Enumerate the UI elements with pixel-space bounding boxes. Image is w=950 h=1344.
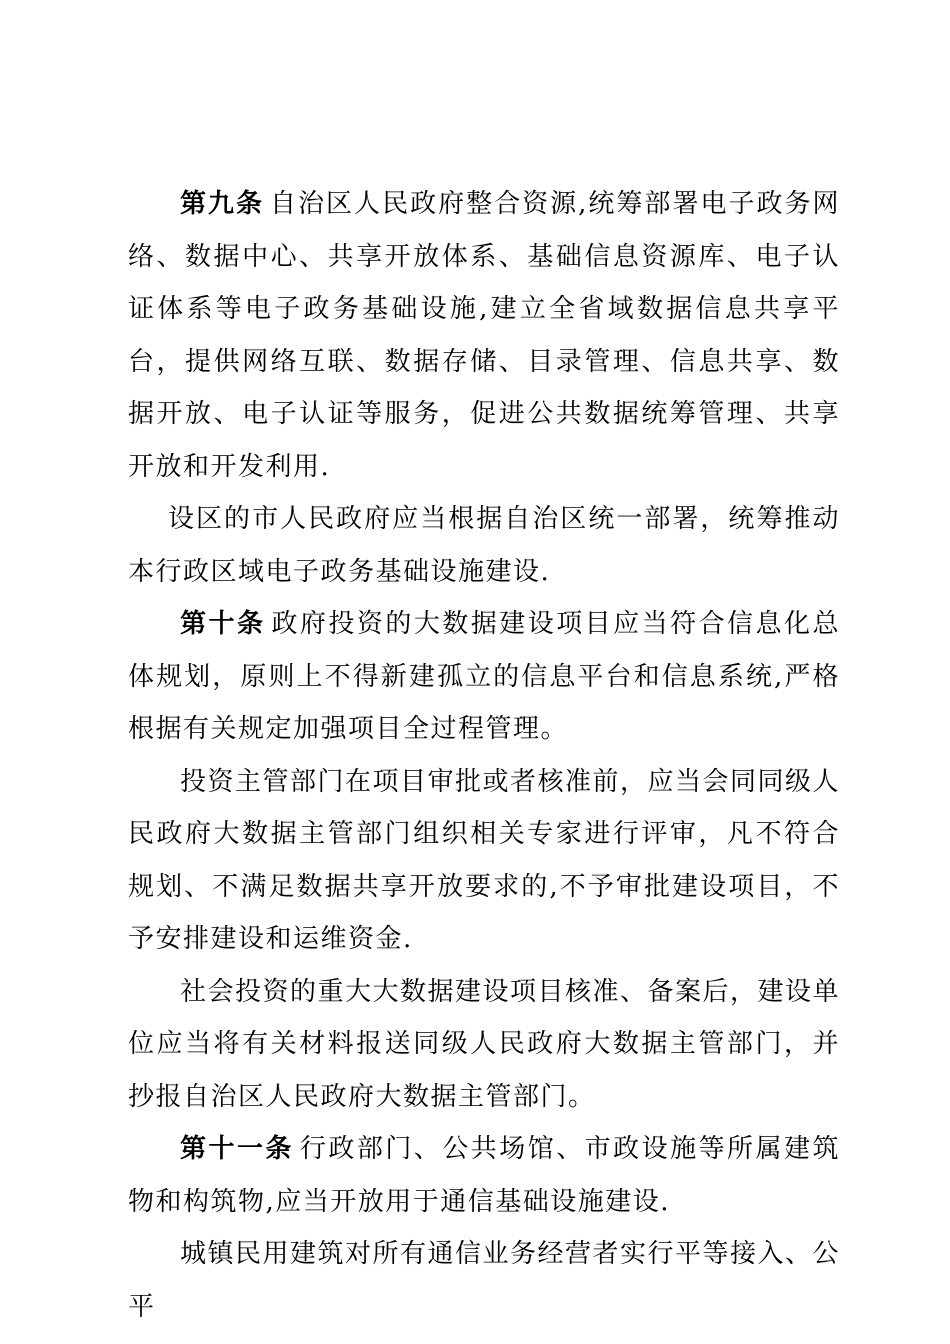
paragraph-article-10-clause-2 — [128, 756, 840, 966]
document-page — [128, 178, 840, 1333]
paragraph-text: 设区的市人民政府应当根据自治区统一部署，统筹推动本行政区域电子政务基础设施建设. — [128, 504, 840, 587]
article-number: 第九条 — [180, 189, 265, 219]
paragraph-text: 行政部门、公共场馆、市政设施等所属建筑物和构筑物,应当开放用于通信基础设施建设. — [128, 1134, 840, 1217]
paragraph-article-11 — [128, 1123, 840, 1228]
paragraph-article-9-clause-2 — [128, 493, 840, 598]
paragraph-text: 政府投资的大数据建设项目应当符合信息化总体规划，原则上不得新建孤立的信息平台和信息系统,严格根据有关规定加强项目全过程管理。 — [128, 609, 840, 744]
paragraph-article-11-clause-2 — [128, 1228, 840, 1333]
paragraph-article-10 — [128, 598, 840, 756]
article-number: 第十条 — [180, 609, 266, 639]
paragraph-text: 投资主管部门在项目审批或者核准前，应当会同同级人民政府大数据主管部门组织相关专家进行评审，凡不符合规划、不满足数据共享开放要求的,不予审批建设项目，不予安排建设和运维资金. — [128, 766, 841, 954]
paragraph-text: 社会投资的重大大数据建设项目核准、备案后，建设单位应当将有关材料报送同级人民政府大数据主管部门，并抄报自治区人民政府大数据主管部门。 — [128, 976, 841, 1112]
paragraph-text: 城镇民用建筑对所有通信业务经营者实行平等接入、公平 — [128, 1239, 841, 1322]
paragraph-article-10-clause-3 — [128, 966, 840, 1124]
paragraph-text: 自治区人民政府整合资源,统筹部署电子政务网络、数据中心、共享开放体系、基础信息资源库、电子认证体系等电子政务基础设施,建立全省域数据信息共享平台，提供网络互联、数据存储、目录管理、信息共享、数据开放、电子认证等服务，促进公共数据统筹管理、共享开放和开发利用. — [128, 189, 840, 482]
paragraph-article-9 — [128, 178, 840, 493]
article-number: 第十一条 — [180, 1134, 294, 1164]
